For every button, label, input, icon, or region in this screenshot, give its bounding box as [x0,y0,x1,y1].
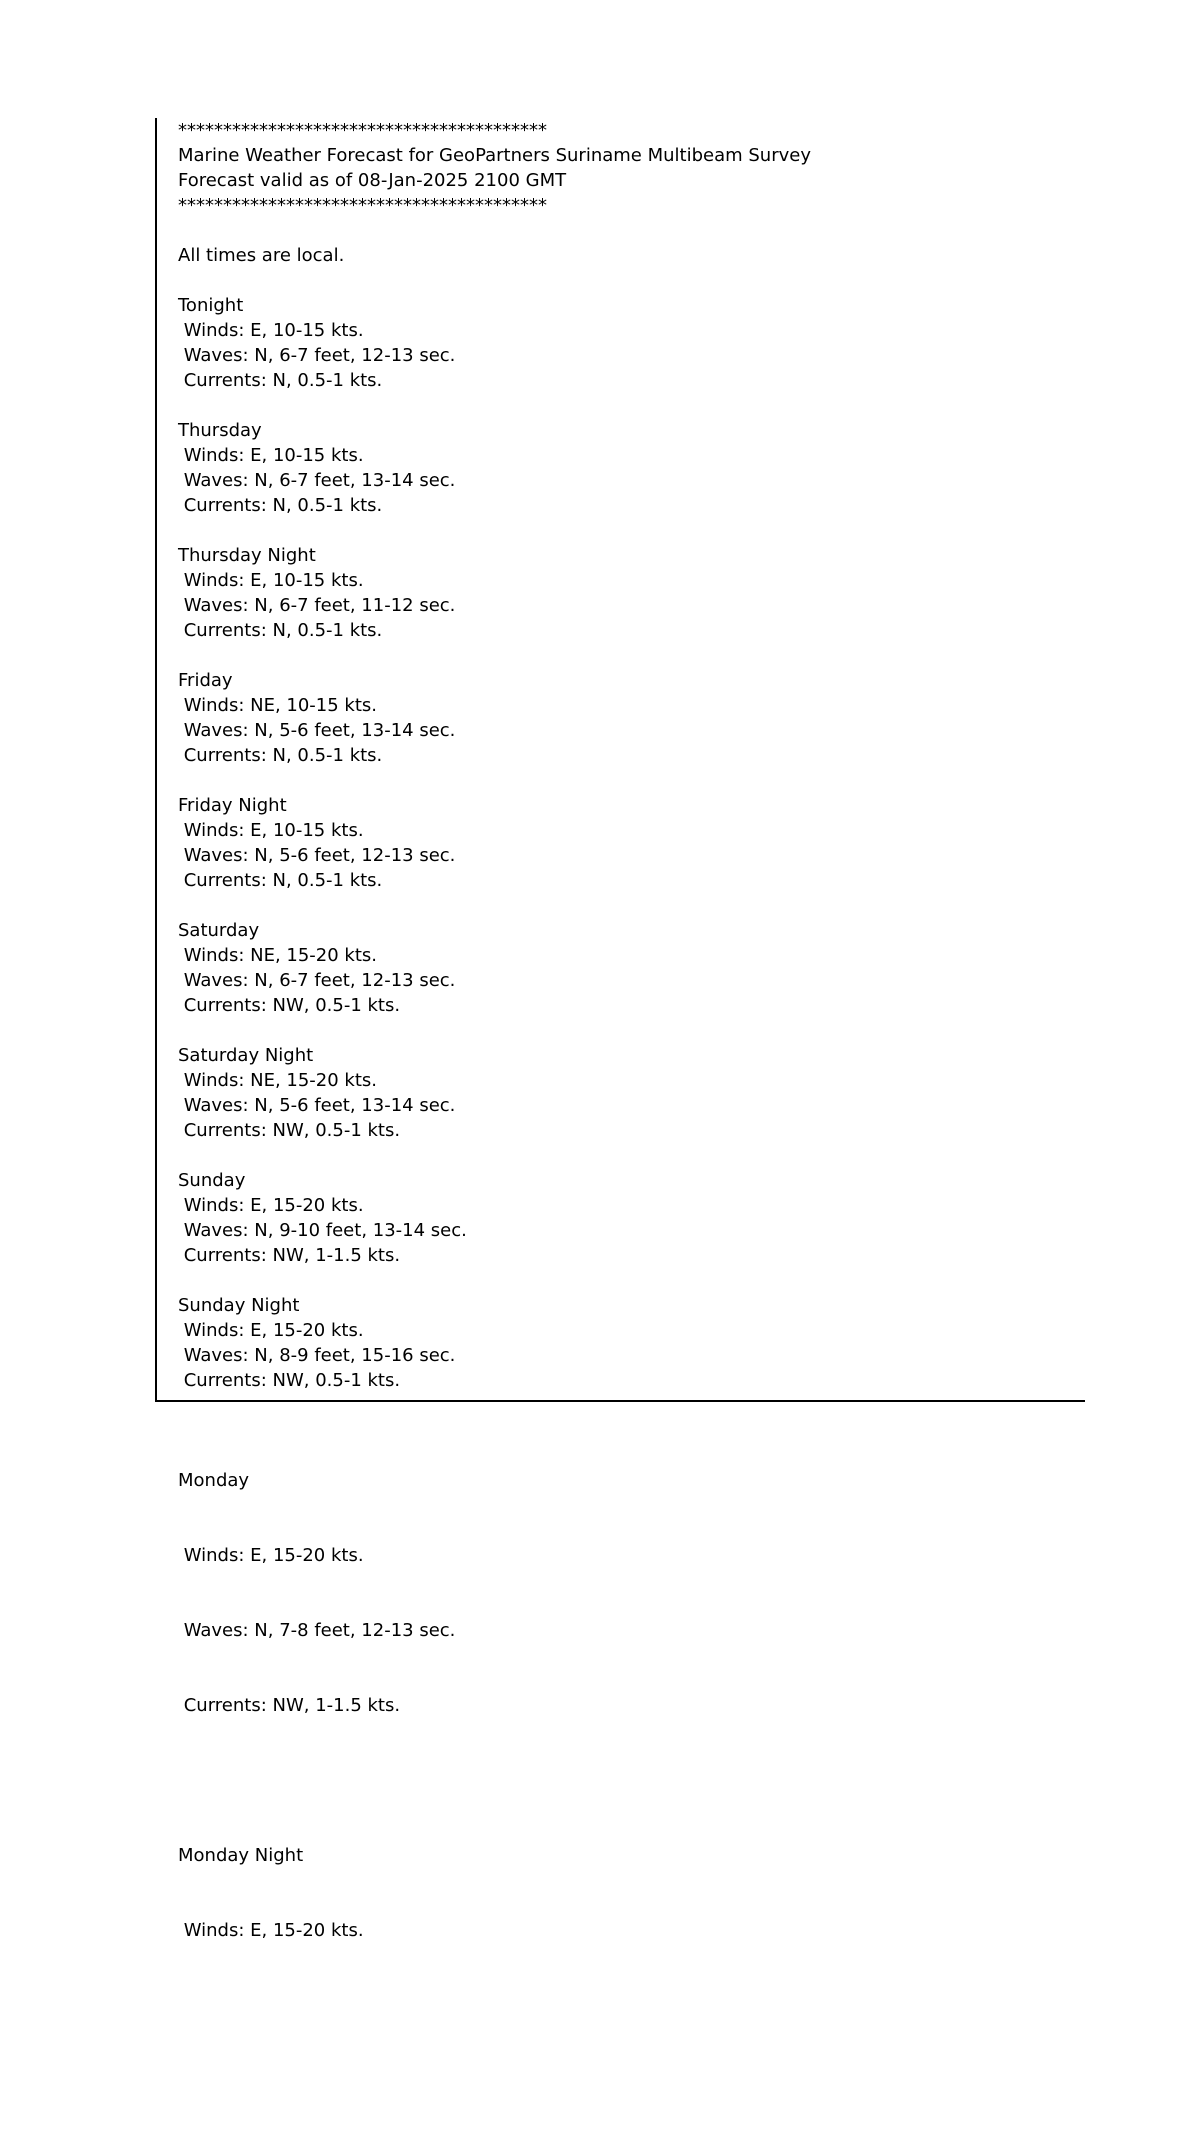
waves-line: Waves: N, 7-8 feet, 12-13 sec. [178,1620,456,1641]
document-title: Marine Weather Forecast for GeoPartners Suriname Multibeam Survey [178,145,811,166]
forecast-period [178,1043,1085,1143]
period-label: Sunday [178,1170,246,1191]
winds-line: Winds: E, 10-15 kts. [178,820,364,841]
forecast-period [178,1793,455,2143]
currents-line: Currents: N, 0.5-1 kts. [178,495,383,516]
currents-line: Currents: NW, 0.5-1 kts. [178,1120,401,1141]
waves-line [178,1993,455,2018]
period-label: Monday Night [178,1845,304,1866]
period-label: Saturday Night [178,1045,314,1066]
period-label: Thursday Night [178,545,316,566]
forecast-period [178,1418,455,1768]
forecast-period [178,293,1085,393]
currents-line: Currents: N, 0.5-1 kts. [178,370,383,391]
period-label: Sunday Night [178,1295,300,1316]
waves-line: Waves: N, 5-6 feet, 13-14 sec. [178,1095,456,1116]
winds-line: Winds: E, 15-20 kts. [178,1195,364,1216]
waves-line: Waves: N, 6-7 feet, 12-13 sec. [178,345,456,366]
winds-line: Winds: NE, 15-20 kts. [178,945,378,966]
winds-line: Winds: E, 15-20 kts. [178,1920,364,1941]
period-label: Tonight [178,295,244,316]
winds-line: Winds: E, 15-20 kts. [178,1320,364,1341]
period-label: Friday [178,670,233,691]
forecast-period [178,1293,1085,1393]
forecast-frame-body [178,293,1085,1393]
waves-line: Waves: N, 9-10 feet, 13-14 sec. [178,1220,467,1241]
currents-line: Currents: NW, 0.5-1 kts. [178,995,401,1016]
winds-line: Winds: E, 10-15 kts. [178,445,364,466]
forecast-period [178,1168,1085,1268]
winds-line: Winds: NE, 15-20 kts. [178,1070,378,1091]
winds-line: Winds: NE, 10-15 kts. [178,695,378,716]
forecast-period [178,668,1085,768]
timezone-note: All times are local. [178,245,345,266]
forecast-valid-line: Forecast valid as of 08-Jan-2025 2100 GMT [178,170,567,191]
waves-line: Waves: N, 6-7 feet, 13-14 sec. [178,470,456,491]
divider-top: ***************************************** [178,120,547,141]
forecast-period [178,918,1085,1018]
period-label: Thursday [178,420,262,441]
winds-line: Winds: E, 15-20 kts. [178,1545,364,1566]
period-label: Friday Night [178,795,287,816]
forecast-period [178,418,1085,518]
forecast-period [178,793,1085,893]
waves-line: Waves: N, 8-9 feet, 15-16 sec. [178,1345,456,1366]
currents-line: Currents: NW, 0.5-1 kts. [178,1370,401,1391]
forecast-period [178,543,1085,643]
winds-line: Winds: E, 10-15 kts. [178,570,364,591]
currents-line: Currents: N, 0.5-1 kts. [178,745,383,766]
waves-line: Waves: N, 6-7 feet, 12-13 sec. [178,970,456,991]
forecast-frame [155,118,1085,1402]
period-label: Saturday [178,920,260,941]
divider-bottom: ***************************************** [178,195,547,216]
winds-line: Winds: E, 10-15 kts. [178,320,364,341]
currents-line: Currents: NW, 1-1.5 kts. [178,1245,401,1266]
currents-line: Currents: NW, 1-1.5 kts. [178,1695,401,1716]
currents-line [178,2068,455,2093]
currents-line: Currents: N, 0.5-1 kts. [178,620,383,641]
waves-line: Waves: N, 5-6 feet, 12-13 sec. [178,845,456,866]
currents-line: Currents: N, 0.5-1 kts. [178,870,383,891]
waves-line: Waves: N, 6-7 feet, 11-12 sec. [178,595,456,616]
waves-line: Waves: N, 5-6 feet, 13-14 sec. [178,720,456,741]
period-label: Monday [178,1470,250,1491]
below-frame-body [178,1418,455,2143]
